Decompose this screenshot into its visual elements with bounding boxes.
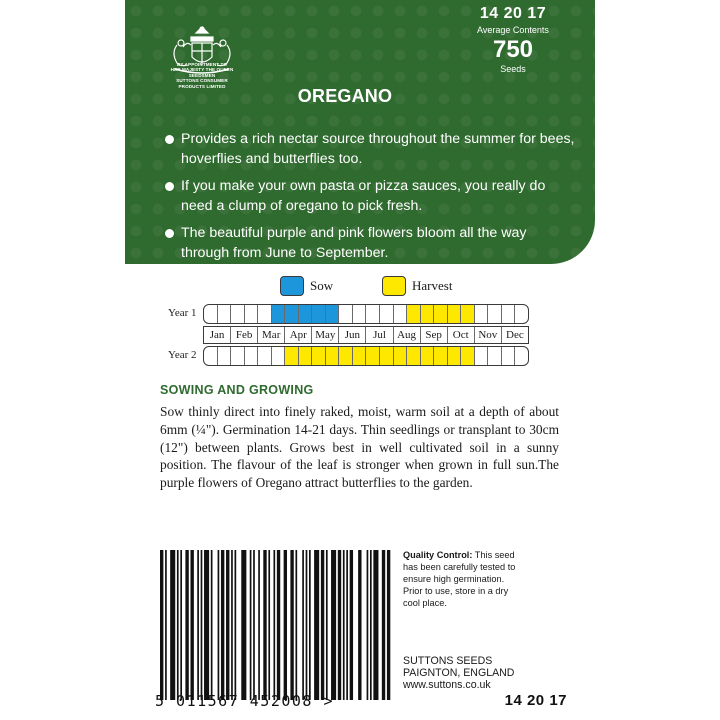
- barcode-bar: [190, 550, 193, 700]
- company-website: www.suttons.co.uk: [403, 679, 491, 691]
- barcode-bar: [326, 550, 328, 700]
- barcode-bar: [367, 550, 369, 700]
- calendar-month-cell: [502, 347, 528, 365]
- calendar-half-slot: [475, 305, 489, 323]
- calendar-half-slot: [515, 347, 528, 365]
- company-address: [403, 655, 553, 691]
- calendar-month-cell: [339, 305, 366, 323]
- calendar-month-cell: [285, 347, 312, 365]
- calendar-half-slot: [339, 347, 353, 365]
- barcode-bar: [180, 550, 182, 700]
- barcode-bar: [253, 550, 255, 700]
- legend-harvest: Harvest: [382, 276, 452, 296]
- calendar-month-cell: [421, 347, 448, 365]
- month-feb: Feb: [231, 327, 258, 343]
- calendar-half-slot: [326, 305, 339, 323]
- bullet-icon: [165, 229, 174, 238]
- calendar-half-slot: [231, 305, 245, 323]
- feature-list: [165, 130, 575, 264]
- header-panel: [125, 0, 595, 264]
- calendar-month-cell: [475, 347, 502, 365]
- barcode-bar: [331, 550, 336, 700]
- year-2-label: Year 2: [168, 349, 197, 361]
- calendar-half-slot: [421, 305, 435, 323]
- calendar-month-cell: [312, 305, 339, 323]
- barcode-bar: [221, 550, 224, 700]
- calendar-half-slot: [421, 347, 435, 365]
- month-nov: Nov: [475, 327, 502, 343]
- barcode-bar: [343, 550, 345, 700]
- calendar-month-cell: [231, 305, 258, 323]
- barcode-bar: [295, 550, 297, 700]
- feature-item: If you make your own pasta or pizza sauces, you really do need a clump of oregano to pick fresh.: [165, 177, 575, 216]
- year-2-row: [203, 346, 529, 366]
- barcode-bar: [268, 550, 270, 700]
- quality-control-note: [403, 549, 523, 609]
- calendar-half-slot: [380, 347, 393, 365]
- calendar-month-cell: [231, 347, 258, 365]
- barcode-bar: [358, 550, 361, 700]
- sowing-title: SOWING AND GROWING: [160, 383, 314, 397]
- quality-text: This seed has been carefully tested to ensure high germination. Prior to use, store in a dry cool place.: [403, 550, 516, 608]
- calendar-month-cell: [339, 347, 366, 365]
- barcode-bar: [387, 550, 390, 700]
- calendar-half-slot: [353, 347, 366, 365]
- barcode-bar: [170, 550, 175, 700]
- month-mar: Mar: [258, 327, 285, 343]
- product-name: OREGANO: [297, 86, 393, 106]
- barcode-bar: [302, 550, 304, 700]
- calendar-half-slot: [258, 347, 272, 365]
- calendar-half-slot: [353, 305, 366, 323]
- calendar-half-slot: [285, 305, 299, 323]
- harvest-swatch: [382, 276, 406, 296]
- calendar-half-slot: [312, 347, 326, 365]
- company-name: SUTTONS SEEDS: [403, 655, 493, 667]
- calendar-half-slot: [366, 305, 380, 323]
- barcode-bar: [350, 550, 353, 700]
- calendar-half-slot: [448, 347, 462, 365]
- calendar-half-slot: [380, 305, 393, 323]
- barcode-bar: [160, 550, 163, 700]
- feature-item: The beautiful purple and pink flowers bloom all the way through from June to September.: [165, 224, 575, 263]
- calendar-half-slot: [339, 305, 353, 323]
- calendar-half-slot: [407, 305, 420, 323]
- calendar-half-slot: [245, 305, 258, 323]
- month-may: May: [312, 327, 339, 343]
- barcode-bar: [373, 550, 378, 700]
- barcode-bar: [273, 550, 275, 700]
- calendar-half-slot: [488, 347, 501, 365]
- barcode-bar: [218, 550, 220, 700]
- sowing-instructions: Sow thinly direct into finely raked, moist, warm soil at a depth of about 6mm (¼"). Germination 14-21 days. Thin seedlings or transplant to 30cm (12") between plants. Grows best in well cultivated soil in a sunny position. The flavour of the leaf is stronger when grown in full sun.The purple flowers of Oregano attract butterflies to the garden.: [160, 404, 559, 491]
- month-jun: Jun: [339, 327, 366, 343]
- calendar-half-slot: [448, 305, 462, 323]
- barcode-bar: [263, 550, 266, 700]
- barcode-bar: [177, 550, 179, 700]
- legend-sow: Sow: [280, 276, 333, 296]
- calendar-half-slot: [461, 347, 474, 365]
- calendar-half-slot: [475, 347, 489, 365]
- calendar-month-cell: [394, 305, 421, 323]
- barcode-bar: [204, 550, 209, 700]
- calendar-month-cell: [204, 347, 231, 365]
- calendar-half-slot: [258, 305, 272, 323]
- calendar-month-cell: [366, 347, 393, 365]
- barcode-bar: [226, 550, 229, 700]
- calendar-half-slot: [231, 347, 245, 365]
- year-1-label: Year 1: [168, 307, 197, 319]
- barcode-bar: [338, 550, 341, 700]
- calendar-half-slot: [394, 347, 408, 365]
- barcode-bar: [185, 550, 188, 700]
- barcode-bar: [284, 550, 287, 700]
- barcode-bar: [277, 550, 280, 700]
- barcode-bar: [231, 550, 233, 700]
- barcode-bar: [314, 550, 319, 700]
- calendar-half-slot: [272, 305, 285, 323]
- calendar-month-cell: [312, 347, 339, 365]
- calendar-half-slot: [502, 305, 516, 323]
- sow-swatch: [280, 276, 304, 296]
- month-row: [203, 326, 529, 344]
- calendar-half-slot: [204, 347, 218, 365]
- month-jan: Jan: [204, 327, 231, 343]
- calendar-half-slot: [272, 347, 285, 365]
- calendar-month-cell: [502, 305, 528, 323]
- month-apr: Apr: [285, 327, 312, 343]
- barcode-bar: [309, 550, 311, 700]
- bullet-icon: [165, 182, 174, 191]
- calendar-month-cell: [448, 305, 475, 323]
- product-code-footer: 14 20 17: [504, 692, 567, 709]
- month-sep: Sep: [421, 327, 448, 343]
- feature-item: Provides a rich nectar source throughout the summer for bees, hoverflies and butterflies too.: [165, 130, 575, 169]
- seed-packet-back: [125, 0, 595, 720]
- calendar-month-cell: [258, 347, 285, 365]
- seed-unit: Seeds: [500, 64, 526, 74]
- calendar-half-slot: [204, 305, 218, 323]
- calendar-month-cell: [421, 305, 448, 323]
- calendar-half-slot: [218, 305, 231, 323]
- barcode-bar: [346, 550, 348, 700]
- calendar-month-cell: [204, 305, 231, 323]
- year-1-row: [203, 304, 529, 324]
- calendar-half-slot: [488, 305, 501, 323]
- calendar-half-slot: [407, 347, 420, 365]
- calendar-half-slot: [366, 347, 380, 365]
- calendar-half-slot: [515, 305, 528, 323]
- barcode-bar: [321, 550, 324, 700]
- calendar-half-slot: [434, 305, 447, 323]
- calendar-half-slot: [461, 305, 474, 323]
- barcode-bar: [201, 550, 203, 700]
- calendar-month-cell: [475, 305, 502, 323]
- barcode: [160, 550, 392, 700]
- barcode-number: 5 011567 452008 >: [155, 692, 335, 710]
- month-dec: Dec: [506, 329, 524, 341]
- barcode-bar: [235, 550, 237, 700]
- company-town: PAIGNTON, ENGLAND: [403, 667, 515, 679]
- barcode-bar: [382, 550, 385, 700]
- barcode-bar: [370, 550, 372, 700]
- barcode-bar: [290, 550, 293, 700]
- calendar-half-slot: [218, 347, 231, 365]
- calendar-half-slot: [502, 347, 516, 365]
- calendar-half-slot: [394, 305, 408, 323]
- calendar-half-slot: [312, 305, 326, 323]
- calendar-half-slot: [299, 305, 312, 323]
- bullet-icon: [165, 135, 174, 144]
- barcode-bar: [306, 550, 308, 700]
- calendar-month-cell: [394, 347, 421, 365]
- barcode-bar: [258, 550, 260, 700]
- month-aug: Aug: [394, 327, 421, 343]
- calendar-month-cell: [448, 347, 475, 365]
- calendar-month-cell: [366, 305, 393, 323]
- calendar-month-cell: [285, 305, 312, 323]
- barcode-bar: [250, 550, 252, 700]
- calendar-half-slot: [434, 347, 447, 365]
- month-oct: Oct: [448, 327, 475, 343]
- calendar-half-slot: [326, 347, 339, 365]
- calendar-half-slot: [285, 347, 299, 365]
- month-jul: Jul: [366, 327, 393, 343]
- calendar-half-slot: [245, 347, 258, 365]
- barcode-bar: [241, 550, 246, 700]
- barcode-bar: [197, 550, 199, 700]
- royal-appointment-text: BY APPOINTMENT TO HER MAJESTY THE QUEEN SEEDSMEN SUTTONS CONSUMER PRODUCTS LIMITED: [170, 62, 234, 89]
- barcode-bar: [165, 550, 167, 700]
- calendar-month-cell: [258, 305, 285, 323]
- contents-label: Average Contents: [477, 25, 549, 35]
- product-code: 14 20 17: [479, 5, 547, 22]
- seed-count: 750: [492, 36, 534, 63]
- quality-heading: Quality Control:: [403, 550, 473, 560]
- barcode-bar: [211, 550, 213, 700]
- calendar-half-slot: [299, 347, 312, 365]
